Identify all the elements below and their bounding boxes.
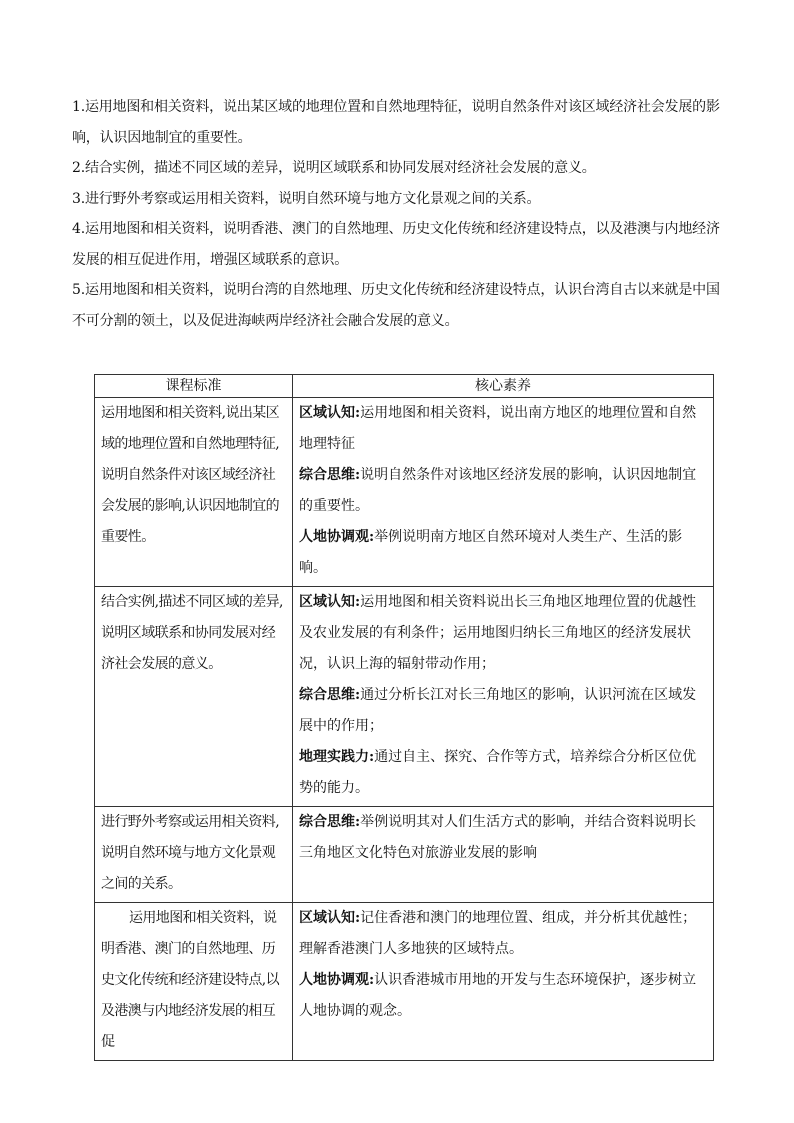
requirement-2: 2.结合实例，描述不同区域的差异，说明区域联系和协同发展对经济社会发展的意义。 (72, 160, 596, 176)
literacy-item (299, 742, 709, 804)
literacy-cell (293, 587, 714, 807)
table-row (95, 807, 714, 903)
literacy-text: 举例说明其对人们生活方式的影响，并结合资料说明长三角地区文化特色对旅游业发展的影响 (299, 814, 697, 861)
standards-table (94, 374, 714, 1061)
literacy-item (299, 398, 709, 460)
table-row (95, 398, 714, 587)
literacy-text: 记住香港和澳门的地理位置、组成，并分析其优越性；理解香港澳门人多地狭的区域特点。 (299, 910, 697, 957)
literacy-item (299, 680, 709, 742)
literacy-item (299, 807, 709, 869)
standard-cell: 运用地图和相关资料，说明香港、澳门的自然地理、历史文化传统和经济建设特点,以及港澳与内地经济发展的相互促 (95, 903, 293, 1061)
literacy-term: 综合思维: (299, 467, 361, 483)
literacy-term: 地理实践力: (299, 749, 375, 765)
literacy-term: 综合思维: (299, 687, 361, 703)
requirement-3: 3.进行野外考察或运用相关资料，说明自然环境与地方文化景观之间的关系。 (72, 190, 541, 207)
requirement-1: 1.运用地图和相关资料，说出某区域的地理位置和自然地理特征，说明自然条件对该区域经济社会发展的影响，认识因地制宜的重要性。 (72, 99, 720, 146)
literacy-cell (293, 807, 714, 903)
literacy-cell (293, 398, 714, 587)
literacy-text: 通过分析长江对长三角地区的影响，认识河流在区域发展中的作用； (299, 687, 697, 734)
header-curriculum-standard: 课程标准 (95, 375, 293, 398)
requirement-5: 5.运用地图和相关资料，说明台湾的自然地理、历史文化传统和经济建设特点，认识台湾自古以来就是中国不可分割的领土，以及促进海峡两岸经济社会融合发展的意义。 (72, 282, 720, 329)
table-header-row (95, 375, 714, 398)
literacy-term: 区域认知: (299, 910, 361, 926)
literacy-term: 人地协调观: (299, 972, 375, 988)
literacy-term: 区域认知: (299, 405, 361, 421)
literacy-item (299, 903, 709, 965)
literacy-text: 举例说明南方地区自然环境对人类生产、生活的影响。 (299, 529, 683, 576)
table-row (95, 587, 714, 807)
standard-cell: 运用地图和相关资料,说出某区域的地理位置和自然地理特征,说明自然条件对该区域经济社会发展的影响,认识因地制宜的重要性。 (95, 398, 293, 587)
literacy-text: 运用地图和相关资料，说出南方地区的地理位置和自然地理特征 (299, 405, 697, 452)
curriculum-requirements (72, 92, 732, 336)
literacy-text: 运用地图和相关资料说出长三角地区地理位置的优越性及农业发展的有利条件；运用地图归纳长三角地区的经济发展状况，认识上海的辐射带动作用； (299, 594, 697, 672)
literacy-term: 人地协调观: (299, 529, 375, 545)
literacy-item (299, 965, 709, 1027)
literacy-item (299, 460, 709, 522)
literacy-item (299, 522, 709, 584)
literacy-text: 通过自主、探究、合作等方式，培养综合分析区位优势的能力。 (299, 749, 697, 796)
table-row (95, 903, 714, 1061)
requirement-4: 4.运用地图和相关资料，说明香港、澳门的自然地理、历史文化传统和经济建设特点，以及港澳与内地经济发展的相互促进作用，增强区域联系的意识。 (72, 221, 720, 268)
literacy-term: 综合思维: (299, 814, 361, 830)
literacy-text: 说明自然条件对该地区经济发展的影响，认识因地制宜的重要性。 (299, 467, 697, 514)
literacy-cell (293, 903, 714, 1061)
header-core-literacy: 核心素养 (293, 375, 714, 398)
literacy-text: 认识香港城市用地的开发与生态环境保护，逐步树立人地协调的观念。 (299, 972, 697, 1019)
standard-cell: 进行野外考察或运用相关资料,说明自然环境与地方文化景观之间的关系。 (95, 807, 293, 903)
literacy-term: 区域认知: (299, 594, 361, 610)
literacy-item (299, 587, 709, 680)
standard-cell: 结合实例,描述不同区域的差异,说明区域联系和协同发展对经济社会发展的意义。 (95, 587, 293, 807)
